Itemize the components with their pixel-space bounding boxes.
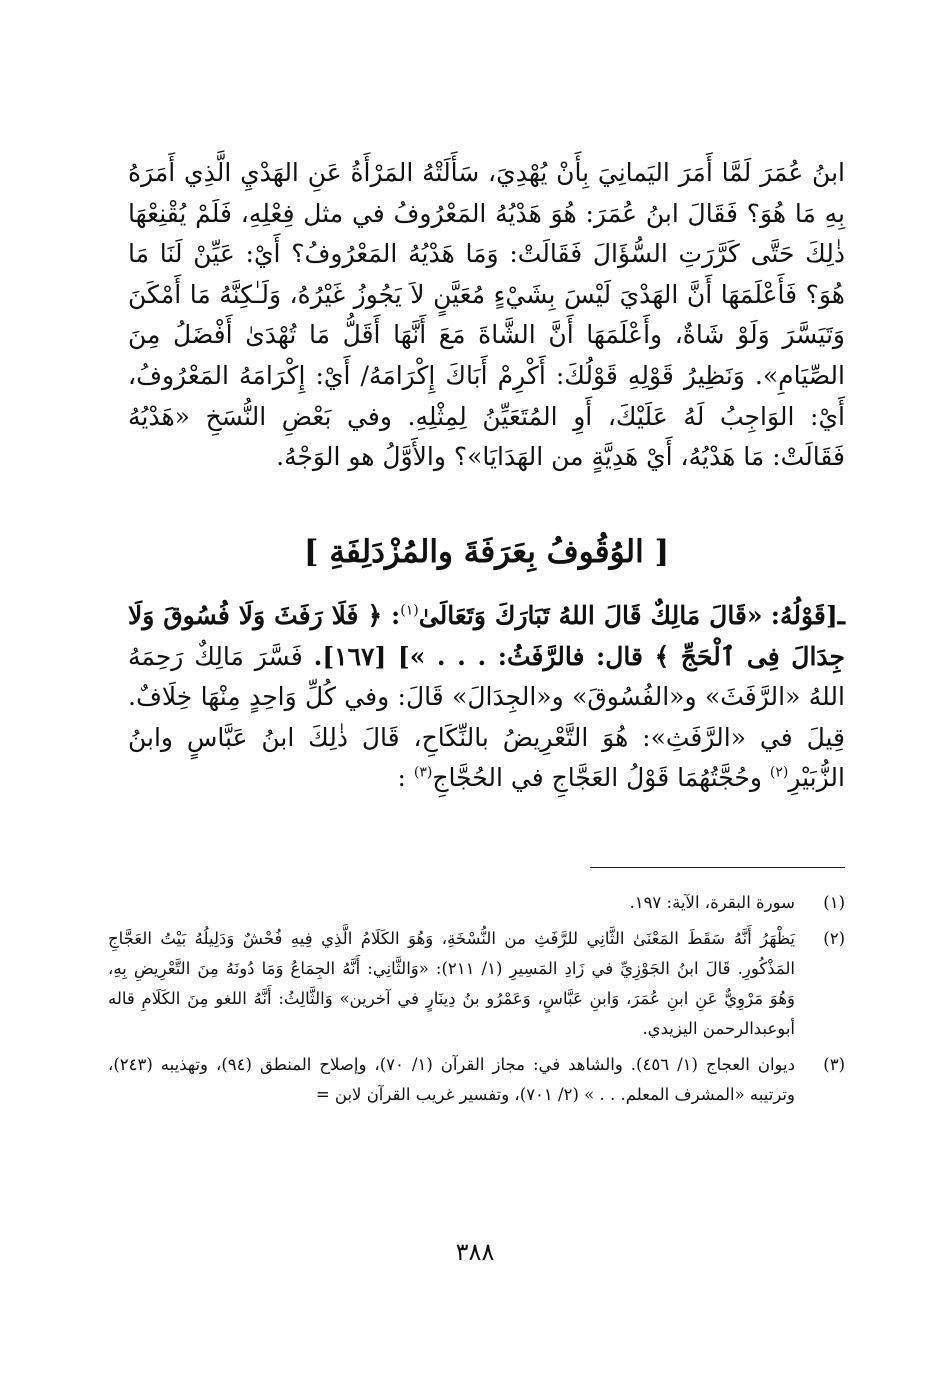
footnote-item xyxy=(108,1050,845,1110)
footnote-number: (٣) xyxy=(823,1055,845,1074)
body-paragraph-2 xyxy=(128,596,845,799)
footnote-ref-1: (١) xyxy=(400,602,419,619)
quote-lead: «قَالَ مَالِكٌ قَالَ اللهُ تَبَارَكَ وَتَعَالَىٰ xyxy=(418,601,763,630)
footnote-item xyxy=(108,924,845,1044)
main-text-block-2 xyxy=(128,596,845,799)
footnotes xyxy=(108,888,845,1116)
footnote-text: سورة البقرة، الآية: ١٩٧. xyxy=(629,893,795,912)
footnote-number: (١) xyxy=(823,893,845,912)
commentary-end: : xyxy=(397,763,406,793)
commentary-text: فَسَّرَ مَالِكٌ رَحِمَهُ اللهُ «الرَّفَثَ» و«الفُسُوقَ» و«الجِدَالَ» قَالَ: وفي كُلِّ وَاحِدٍ مِنْهَا خِلَافٌ. قِيلَ في «الرَّفَثِ»: هُوَ التَّعْرِيضُ بالنِّكَاحِ، قَالَ ذٰلِكَ ابنُ عَبَّاسٍ وابنُ الزُّبَيْرِ xyxy=(128,641,845,793)
body-paragraph: ابنُ عُمَرَ لَمَّا أَمَرَ اليَمانِيَ بِأَنْ يُهْدِيَ، سَأَلَتْهُ المَرْأَةُ عَنِ الهَدْيِ الَّذِي أَمَرَهُ بِهِ مَا هُوَ؟ فَقَالَ ابنُ عُمَرَ: هُوَ هَدْيُهُ المَعْرُوفُ في مثل فِعْلِهِ، فَلَمْ يُقْنِعْهَا ذٰلِكَ حَتَّى كَرَّرَتِ السُّؤَالَ فَقَالَتْ: وَمَا هَدْيُهُ المَعْرُوفُ؟ أَيْ: عَيِّنْ لَنَا مَا هُوَ؟ فَأَعْلَمَهَا أَنَّ الهَدْيَ لَيْسَ بِشَيْءٍ مُعَيَّنٍ لاَ يَجُوزُ غَيْرُهُ، وَلَـٰكِنَّهُ مَا أَمْكَنَ وَتَيَسَّرَ وَلَوْ شَاةٌ، وأَعْلَمَهَا أَنَّ الشَّاةَ مَعَ أَنَّهَا أَقَلُّ مَا تُهْدَىٰ أَفْضَلُ مِنَ الصِّيَامِ». وَنَظِيرُ قَوْلِهِ قَوْلُكَ: أَكْرِمْ أَبَاكَ إِكْرَامَهُ/ أَيْ: إِكْرَامَهُ المَعْرُوفُ، أَيْ: الوَاجِبُ لَهُ عَلَيْكَ، أَوِ المُتَعَيِّنُ لِمِثْلِهِ. وفي بَعْضِ النُّسَخِ «هَدْيُهُ فَقَالَتْ: مَا هَدْيُهُ، أَيْ هَدِيَّةٍ من الهَدَايَا»؟ والأَوَّلُ هو الوَجْهُ. xyxy=(128,158,845,472)
commentary-text-2: وحُجَّتُهُمَا قَوْلُ العَجَّاجِ في الحُجَّاجِ xyxy=(432,763,762,793)
footnote-ref-3: (٣) xyxy=(413,765,433,782)
section-heading: [ الوُقُوفُ بِعَرَفَةَ والمُزْدَلِفَةِ ] xyxy=(303,534,670,570)
quran-verse: : ﴿ فَلَا رَفَثَ وَلَا فُسُوقَ وَلَا جِدَالَ فِى ٱلْحَجِّ ﴾ قال: فالرَّفَثُ: . . . »] [١٦٧]. xyxy=(128,601,845,671)
main-text-block xyxy=(128,153,845,478)
footnote-number: (٢) xyxy=(823,929,845,948)
footnote-item xyxy=(108,888,845,918)
footnote-separator xyxy=(590,867,845,868)
footnote-ref-2: (٢) xyxy=(769,765,789,782)
page-number: ٣٨٨ xyxy=(455,1238,495,1266)
footnote-text: ديوان العجاج (١/ ٤٥٦). والشاهد في: مجاز القرآن (١/ ٧٠)، وإصلاح المنطق (٩٤)، وتهذيبه (٢٤٣)، وترتيبه «المشرف المعلم. . . » (٢/ ٧٠١)، وتفسير غريب القرآن لابن = xyxy=(108,1055,795,1104)
quote-lead-label: ـ[قَوْلُهُ: xyxy=(770,601,845,630)
footnote-text: يَظْهَرُ أَنَّهُ سَقَطَ المَعْنَىٰ الثَّانِي للرَّفَثِ من النُّسْخَةِ، وَهُوَ الكَلَامُ الَّذِي فِيهِ فُحْشٌ وَدَلِيلُهُ بَيْتُ العَجَّاجِ المَذْكُورِ. قَالَ ابنُ الجَوْزِيِّ في زَادِ المَسِيرِ (١/ ٢١١): «وَالثَّانِي: أَنَّهُ الجِمَاعُ وَمَا دُونَهُ مِنَ التَّعْرِيضِ بِهِ، وَهُوَ مَرْوِيٌّ عَنِ ابنِ عُمَرَ، وَابنِ عَبَّاسٍ، وَعَمْرُو بنُ دِينَارٍ في آخرين» وَالثَّالِثُ: أَنَّهُ اللغو مِنَ الكَلَامِ قاله أبوعبدالرحمن اليزيدي. xyxy=(108,929,796,1038)
